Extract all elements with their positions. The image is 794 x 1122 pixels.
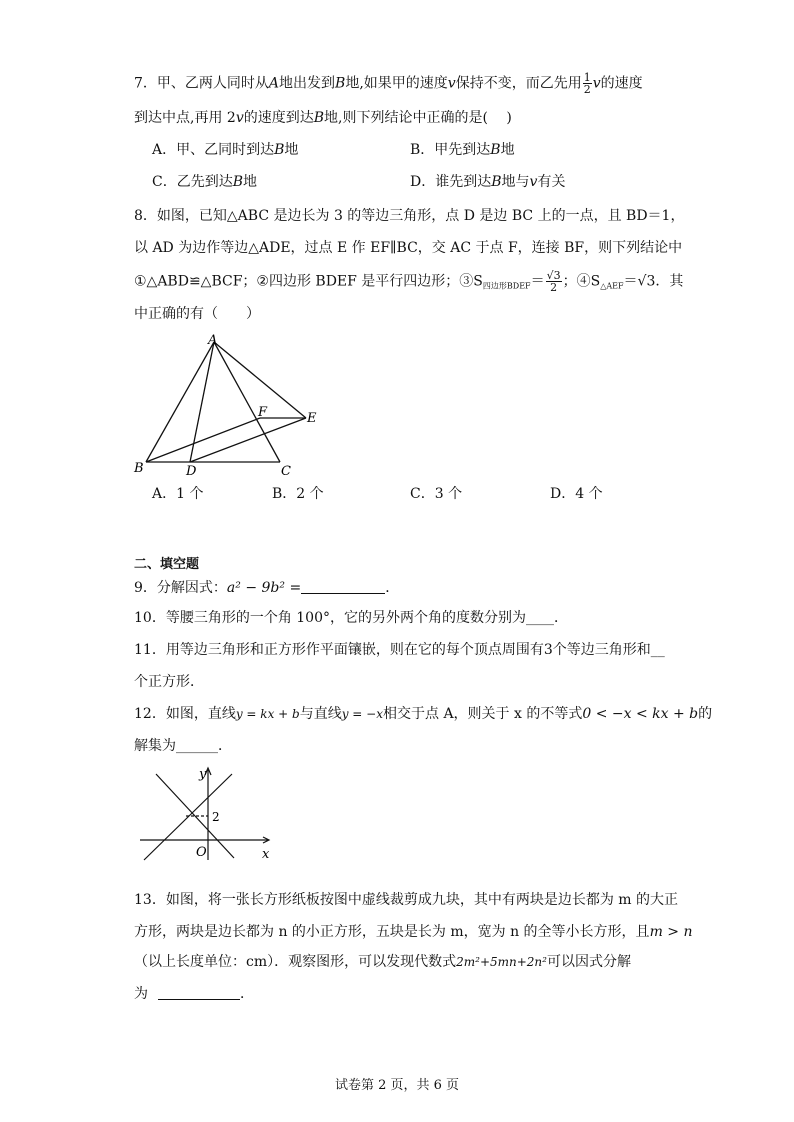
q10-line: 10．等腰三角形的一个角 100°，它的另外两个角的度数分别为____． bbox=[134, 610, 568, 626]
fraction-sqrt3-over-2: $\frac{√3}{2}$ bbox=[546, 269, 561, 294]
q8-triangle-figure bbox=[130, 330, 330, 478]
segment-ac bbox=[214, 342, 280, 462]
q7-line2: 到达中点,再用 2v的速度到达B地,则下列结论中正确的是( ) bbox=[134, 110, 512, 126]
q12-line2: 解集为______． bbox=[134, 738, 232, 754]
q8-line2: 以 AD 为边作等边△ADE，过点 E 作 EF∥BC，交 AC 于点 F，连接 BF，则下列结论中 bbox=[134, 240, 683, 256]
page-footer: 试卷第 2 页，共 6 页 bbox=[334, 1078, 460, 1093]
q9-line: 9．分解因式：a² − 9b² = ． bbox=[134, 580, 400, 596]
label-d: D bbox=[186, 464, 197, 478]
label-c: C bbox=[281, 464, 291, 478]
q8-option-d[interactable]: D．4 个 bbox=[550, 486, 603, 502]
label-a: A bbox=[208, 333, 218, 348]
q8-line4: 中正确的有（ ） bbox=[134, 306, 260, 322]
label-x: x bbox=[262, 847, 270, 862]
q7-option-d[interactable]: D．谁先到达B地与v有关 bbox=[410, 174, 566, 190]
label-two: 2 bbox=[212, 810, 220, 824]
q7-line1: 7．甲、乙两人同时从A地出发到B地,如果甲的速度v保持不变，而乙先用 $\frac{1}{2}$ v的速度 bbox=[134, 71, 643, 96]
q7-option-c[interactable]: C．乙先到达B地 bbox=[152, 174, 258, 190]
q13-line4: 为 ． bbox=[134, 986, 254, 1002]
label-f: F bbox=[258, 405, 268, 420]
q8-line1: 8．如图，已知△ABC 是边长为 3 的等边三角形，点 D 是边 BC 上的一点，且 BD＝1， bbox=[134, 208, 685, 224]
q13-line1: 13．如图，将一张长方形纸板按图中虚线裁剪成九块，其中有两块是边长都为 m 的大正 bbox=[134, 892, 678, 908]
answer-blank[interactable] bbox=[158, 985, 240, 1000]
label-y: y bbox=[199, 767, 207, 782]
q7-option-a[interactable]: A．甲、乙同时到达B地 bbox=[152, 142, 299, 158]
label-b: B bbox=[134, 461, 144, 476]
segment-de bbox=[190, 418, 306, 462]
q12-line1: 12．如图，直线y = kx + b与直线y = −x相交于点 A，则关于 x 的不等式0 < −x < kx + b的 bbox=[134, 706, 713, 722]
q7-option-b[interactable]: B．甲先到达B地 bbox=[410, 142, 515, 158]
section-heading-fill-in: 二、填空题 bbox=[134, 557, 200, 572]
q13-line2: 方形，两块是边长都为 n 的小正方形，五块是长为 m，宽为 n 的全等小长方形，且m > n bbox=[134, 924, 693, 940]
q12-graph-figure bbox=[136, 764, 286, 868]
q11-line1: 11．用等边三角形和正方形作平面镶嵌，则在它的每个顶点周围有3个等边三角形和__ bbox=[134, 642, 665, 658]
label-origin: O bbox=[196, 845, 207, 860]
fraction-one-half: $\frac{1}{2}$ bbox=[583, 71, 591, 96]
q8-option-c[interactable]: C．3 个 bbox=[410, 486, 463, 502]
segment-ab bbox=[146, 342, 214, 462]
q8-line3: ①△ABD≌△BCF；②四边形 BDEF 是平行四边形；$③S_{四边形BDEF}=$ $\frac{√3}{2}$ ；$④S_{\triangle AEF}=√3$．其 bbox=[134, 269, 684, 294]
q8-option-b[interactable]: B．2 个 bbox=[272, 486, 324, 502]
q13-line3: （以上长度单位：cm）．观察图形，可以发现代数式2m²+5mn+2n²可以因式分解 bbox=[134, 954, 631, 970]
q11-line2: 个正方形． bbox=[134, 674, 204, 690]
q8-option-a[interactable]: A．1 个 bbox=[152, 486, 204, 502]
segment-bf bbox=[146, 418, 260, 462]
line-neg-x bbox=[156, 774, 234, 858]
label-e: E bbox=[307, 411, 317, 426]
answer-blank[interactable] bbox=[301, 579, 385, 594]
